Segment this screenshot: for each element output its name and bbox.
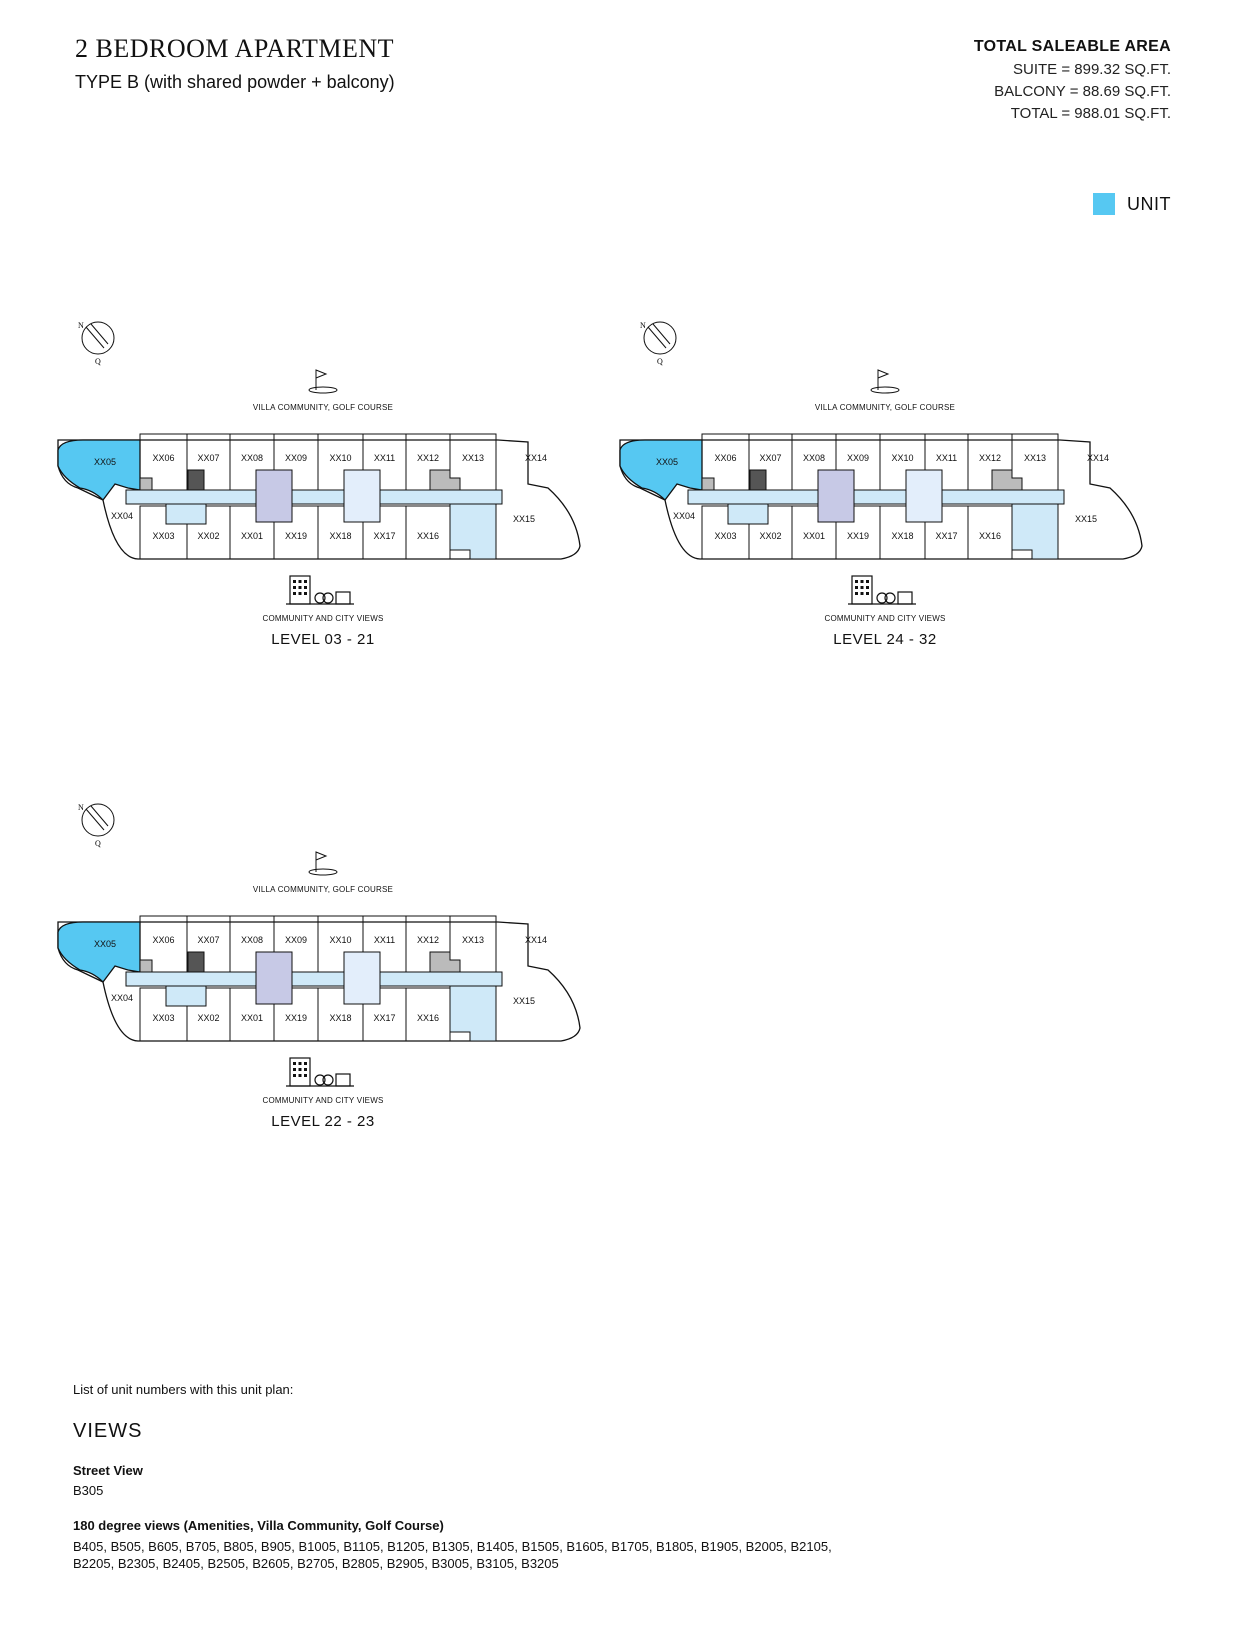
unit-label: XX06 <box>152 453 175 463</box>
unit-label: XX02 <box>197 531 220 541</box>
service-block <box>166 986 206 1006</box>
page-subtitle: TYPE B (with shared powder + balcony) <box>75 72 395 92</box>
unit-label: XX07 <box>197 453 220 463</box>
unit-label: XX10 <box>891 453 914 463</box>
compass-q-label: Q <box>657 357 663 366</box>
unit-label: XX10 <box>329 935 352 945</box>
unit-label: XX18 <box>891 531 914 541</box>
unit-label: XX15 <box>1074 514 1098 524</box>
unit-label: XX01 <box>240 531 264 541</box>
unit-label: XX15 <box>512 514 536 524</box>
unit-label: XX12 <box>416 935 440 945</box>
degree-view-units: B405, B505, B605, B705, B805, B905, B1005, B1105, B1205, B1305, B1405, B1505, B1605, B1705, B1805, B1905, B2005, B2105, B2205, B2305, B2405, B2505, B2605, B2705, B2805, B2905, B3005, B3105, B3205 <box>73 1539 832 1571</box>
unit-label: XX11 <box>373 453 396 463</box>
area-suite: SUITE = 899.32 SQ.FT. <box>1013 61 1171 78</box>
compass-q-label: Q <box>95 839 101 848</box>
bottom-view-caption: COMMUNITY AND CITY VIEWS <box>262 1096 384 1105</box>
unit-label: XX01 <box>240 1013 264 1023</box>
compass-n-label: N <box>640 321 646 330</box>
unit-label: XX04 <box>110 511 134 521</box>
unit-label: XX09 <box>284 935 308 945</box>
core-block <box>256 952 292 1004</box>
unit-label: XX03 <box>152 531 175 541</box>
unit-label: XX05 <box>93 457 117 467</box>
bottom-view-caption: COMMUNITY AND CITY VIEWS <box>824 614 946 623</box>
floor-plan-drawing <box>58 318 618 678</box>
top-view-caption: VILLA COMMUNITY, GOLF COURSE <box>814 403 956 412</box>
unit-label: XX13 <box>461 453 485 463</box>
core-block <box>344 952 380 1004</box>
legend-swatch <box>1093 193 1115 215</box>
unit-label: XX07 <box>197 935 220 945</box>
compass-q-label: Q <box>95 357 101 366</box>
area-balcony: BALCONY = 88.69 SQ.FT. <box>994 83 1171 100</box>
unit-label: XX04 <box>672 511 696 521</box>
unit-label: XX13 <box>1023 453 1047 463</box>
unit-label: XX16 <box>416 1013 440 1023</box>
unit-label: XX02 <box>197 1013 220 1023</box>
floor-plan-level-22-23 <box>58 800 618 1160</box>
compass-icon <box>640 321 676 366</box>
unit-label: XX17 <box>373 531 396 541</box>
unit-label: XX15 <box>512 996 536 1006</box>
compass-icon <box>78 321 114 366</box>
service-block <box>430 470 460 490</box>
top-view-caption: VILLA COMMUNITY, GOLF COURSE <box>252 885 394 894</box>
unit-label: XX08 <box>240 453 264 463</box>
compass-icon <box>78 803 114 848</box>
stair-block <box>188 470 204 490</box>
stair-block <box>750 470 766 490</box>
unit-label: XX05 <box>655 457 679 467</box>
unit-label: XX16 <box>416 531 440 541</box>
unit-label: XX17 <box>373 1013 396 1023</box>
unit-label: XX14 <box>524 935 548 945</box>
core-block <box>906 470 942 522</box>
saleable-area-block <box>974 38 1171 122</box>
unit-label: XX19 <box>284 531 308 541</box>
unit-label: XX14 <box>1086 453 1110 463</box>
page-title: 2 BEDROOM APARTMENT <box>75 34 395 63</box>
service-block <box>430 952 460 972</box>
service-block <box>992 470 1022 490</box>
floor-plan-level-03-21 <box>58 318 618 678</box>
city-buildings-icon <box>286 1058 354 1086</box>
unit-label: XX02 <box>759 531 782 541</box>
service-block <box>140 960 152 972</box>
unit-label: XX01 <box>802 531 826 541</box>
area-heading: TOTAL SALEABLE AREA <box>973 38 1171 55</box>
legend-label: UNIT <box>1127 193 1171 214</box>
compass-n-label: N <box>78 321 84 330</box>
unit-label: XX19 <box>284 1013 308 1023</box>
service-block <box>728 504 768 524</box>
stair-block <box>188 952 204 972</box>
core-block <box>818 470 854 522</box>
floor-plan-drawing <box>58 800 618 1160</box>
unit-label: XX18 <box>329 1013 352 1023</box>
level-label: LEVEL 24 - 32 <box>833 631 937 648</box>
unit-label: XX03 <box>714 531 737 541</box>
level-label: LEVEL 03 - 21 <box>271 631 375 648</box>
street-view-units: B305 <box>73 1483 104 1498</box>
unit-label: XX16 <box>978 531 1002 541</box>
unit-label: XX10 <box>329 453 352 463</box>
unit-label: XX04 <box>110 993 134 1003</box>
unit-label: XX18 <box>329 531 352 541</box>
unit-label: XX06 <box>714 453 737 463</box>
level-label: LEVEL 22 - 23 <box>271 1113 375 1130</box>
corridor <box>688 490 1064 504</box>
unit-label: XX06 <box>152 935 175 945</box>
service-block <box>702 478 714 490</box>
top-view-caption: VILLA COMMUNITY, GOLF COURSE <box>252 403 394 412</box>
service-block <box>140 478 152 490</box>
unit-label: XX12 <box>416 453 440 463</box>
corridor <box>126 972 502 986</box>
unit-label: XX03 <box>152 1013 175 1023</box>
floor-plan-drawing <box>620 318 1180 678</box>
unit-label: XX08 <box>240 935 264 945</box>
degree-view-heading: 180 degree views (Amenities, Villa Community, Golf Course) <box>73 1518 444 1533</box>
service-block <box>166 504 206 524</box>
golf-flag-icon <box>309 852 337 875</box>
views-heading: VIEWS <box>73 1420 143 1442</box>
unit-label: XX08 <box>802 453 826 463</box>
service-block <box>450 986 496 1041</box>
unit-label: XX09 <box>846 453 870 463</box>
unit-list-intro: List of unit numbers with this unit plan: <box>73 1382 294 1397</box>
corridor <box>126 490 502 504</box>
legend <box>1093 193 1171 215</box>
unit-label: XX13 <box>461 935 485 945</box>
golf-flag-icon <box>309 370 337 393</box>
golf-flag-icon <box>871 370 899 393</box>
unit-label: XX11 <box>935 453 958 463</box>
unit-label: XX09 <box>284 453 308 463</box>
unit-label: XX17 <box>935 531 958 541</box>
service-block <box>450 504 496 559</box>
unit-label: XX11 <box>373 935 396 945</box>
city-buildings-icon <box>848 576 916 604</box>
city-buildings-icon <box>286 576 354 604</box>
service-block <box>1012 504 1058 559</box>
unit-label: XX12 <box>978 453 1002 463</box>
unit-label: XX19 <box>846 531 870 541</box>
core-block <box>344 470 380 522</box>
floor-plan-level-24-32 <box>620 318 1180 678</box>
core-block <box>256 470 292 522</box>
unit-label: XX05 <box>93 939 117 949</box>
unit-label: XX14 <box>524 453 548 463</box>
street-view-heading: Street View <box>73 1463 143 1478</box>
area-total: TOTAL = 988.01 SQ.FT. <box>1010 105 1171 122</box>
bottom-view-caption: COMMUNITY AND CITY VIEWS <box>262 614 384 623</box>
unit-label: XX07 <box>759 453 782 463</box>
compass-n-label: N <box>78 803 84 812</box>
